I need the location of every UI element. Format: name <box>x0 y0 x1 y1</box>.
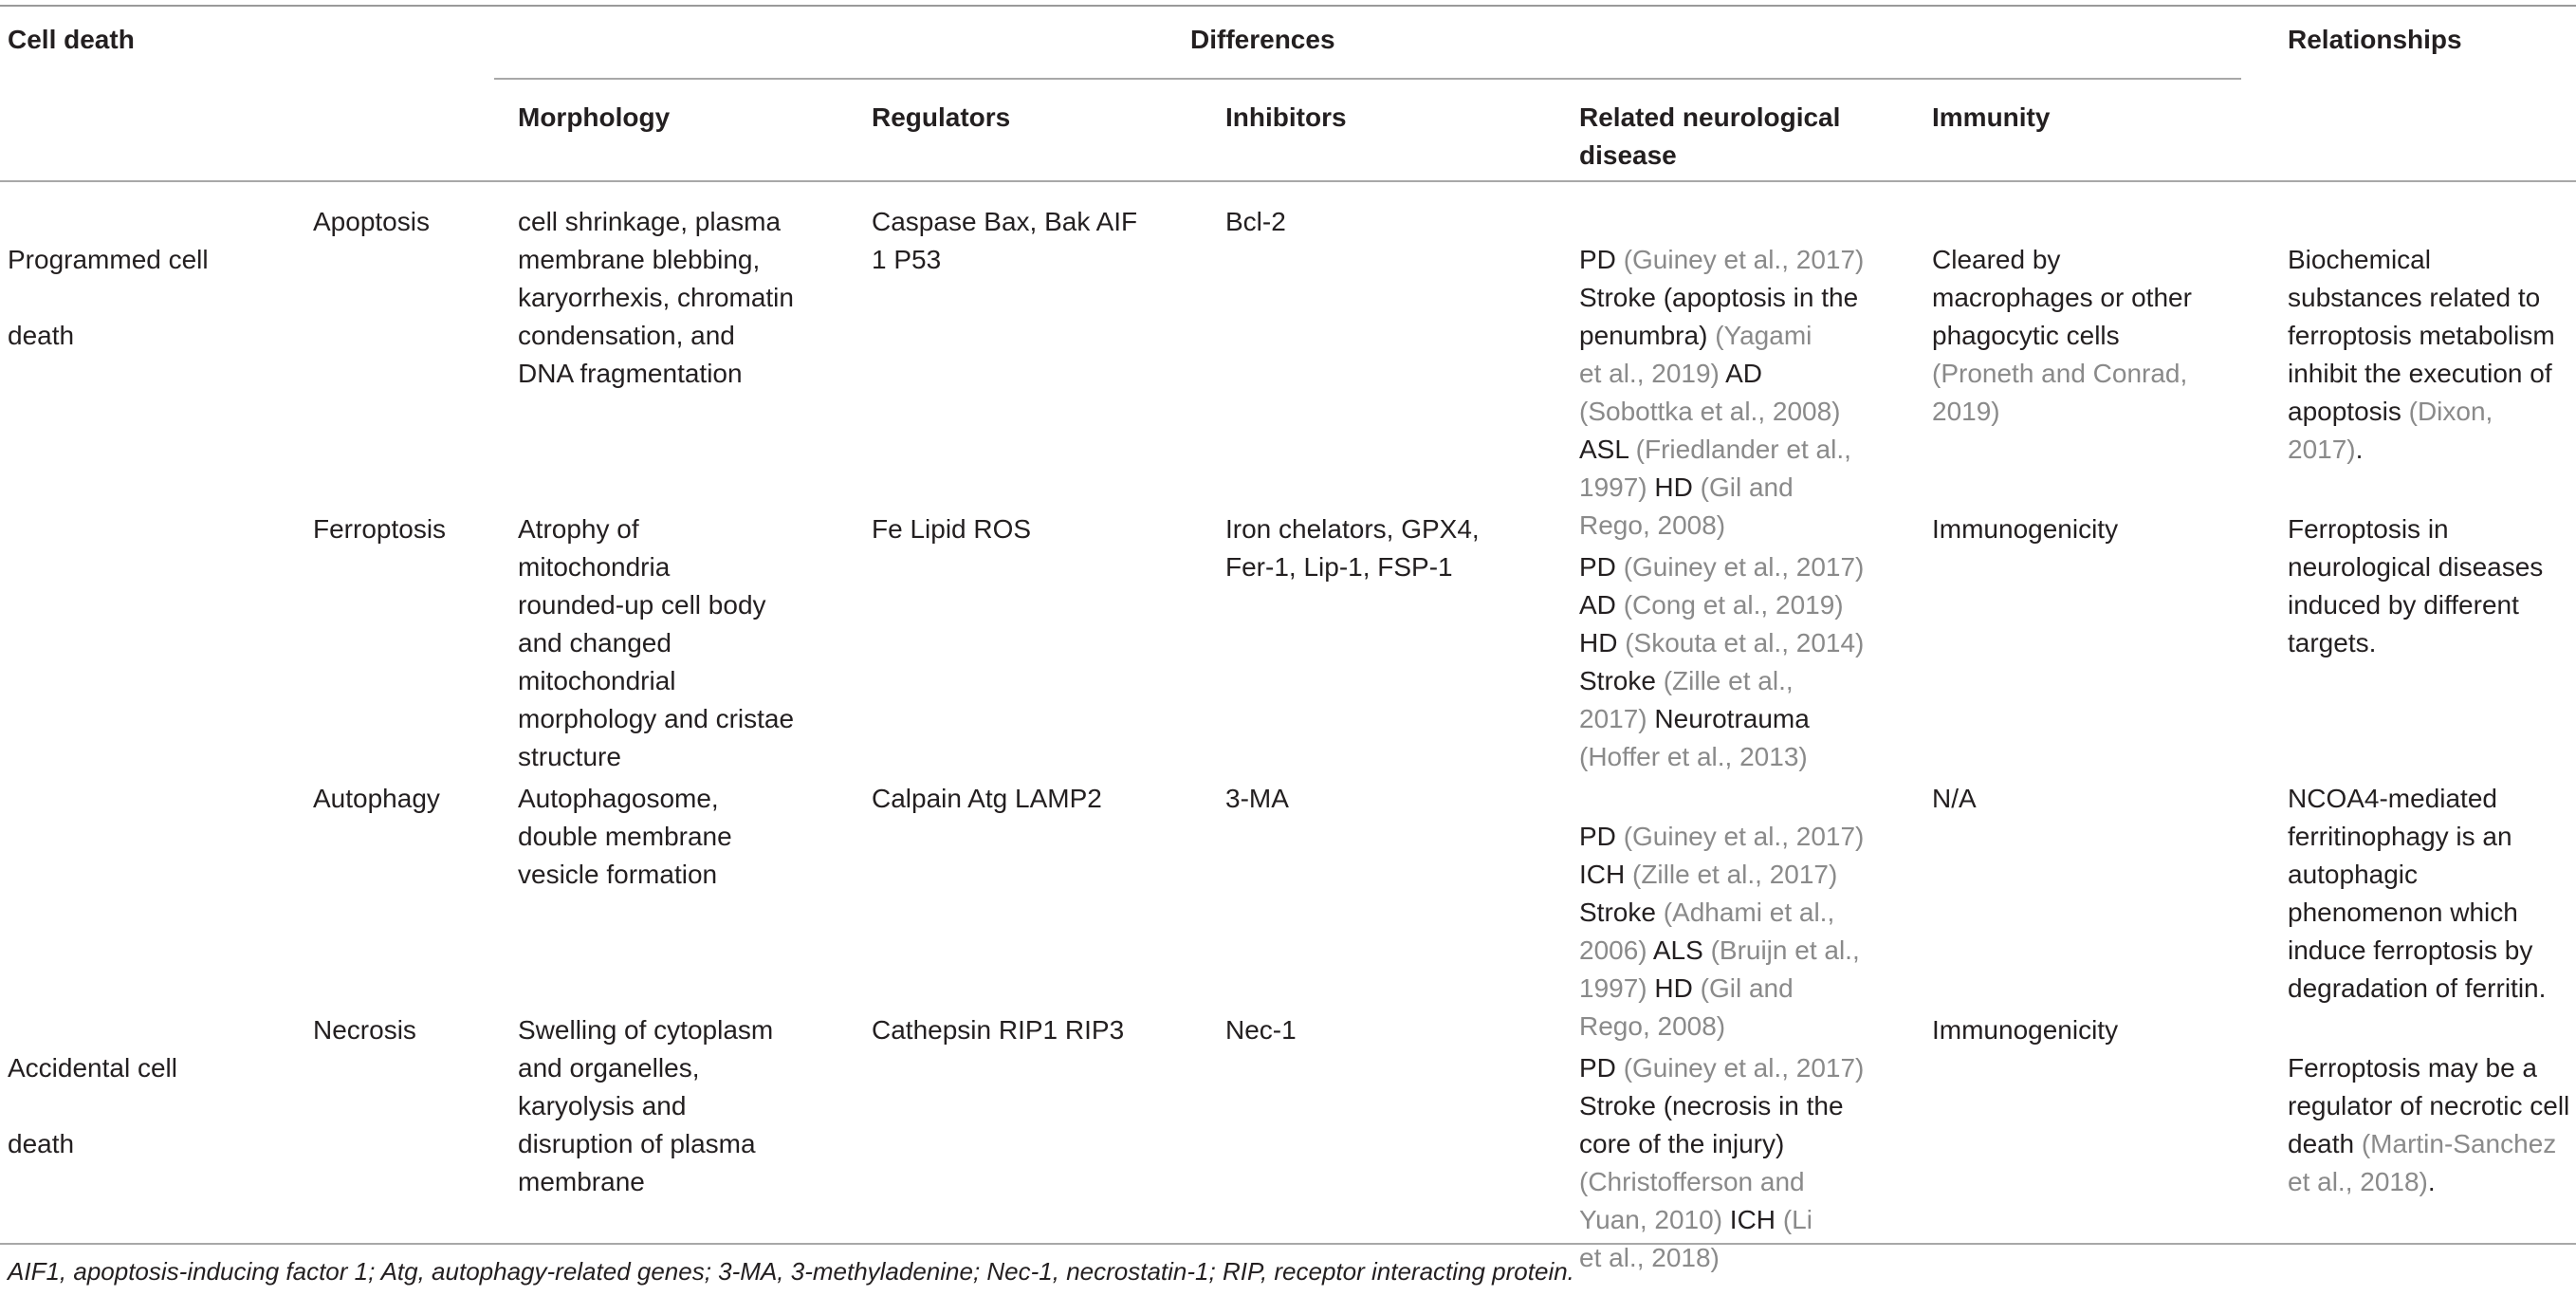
category-programmed-cell-death <box>8 203 209 393</box>
top-rule <box>0 5 2576 7</box>
category-line2: death <box>8 321 75 350</box>
table-bottom-rule <box>0 1243 2576 1245</box>
ferroptosis-morphology: Atrophy of mitochondria rounded-up cell body and changed mitochondrial morphology and cristae structure <box>518 514 795 771</box>
header-regulators: Regulators <box>872 102 1011 132</box>
citation-link[interactable]: (Christofferson and Yuan, 2010) <box>1579 1167 1805 1234</box>
text-run: ICH <box>1579 860 1626 889</box>
citation-link[interactable]: (Guiney et al., 2017) <box>1623 1053 1865 1083</box>
citation-link[interactable]: (Guiney et al., 2017) <box>1623 822 1865 851</box>
text-run: . <box>2355 435 2364 464</box>
citation-link[interactable]: (Zille et al., 2017) <box>1632 860 1838 889</box>
citation-link[interactable]: (Gil and Rego, 2008) <box>1579 973 1794 1041</box>
header-cell-death: Cell death <box>8 25 135 54</box>
table-footnote: AIF1, apoptosis-inducing factor 1; Atg, autophagy-related genes; 3-MA, 3-methyladenine; Nec-1, necrostatin-1; RIP, receptor interacting protein. <box>8 1257 1574 1286</box>
header-inhibitors: Inhibitors <box>1225 102 1347 132</box>
necrosis-disease <box>1579 1011 1864 1277</box>
category-line1: Programmed cell <box>8 245 209 274</box>
citation-link[interactable]: (Martin-Sanchez et al., 2018) <box>2288 1129 2557 1196</box>
necrosis-immunity: Immunogenicity <box>1932 1015 2119 1045</box>
apoptosis-morphology: cell shrinkage, plasma membrane blebbing, karyorrhexis, chromatin condensation, and DNA fragmentation <box>518 207 794 388</box>
citation-link[interactable]: (Cong et al., 2019) <box>1623 590 1844 620</box>
text-run: PD <box>1579 552 1624 582</box>
citation-link[interactable]: (Zille et al., 2017) <box>1579 666 1794 733</box>
category-line2: death <box>8 1129 75 1158</box>
type-necrosis: Necrosis <box>313 1015 416 1045</box>
category-line1: Accidental cell <box>8 1053 177 1083</box>
text-run: HD <box>1579 628 1618 657</box>
text-run: PD <box>1579 822 1624 851</box>
necrosis-relationships <box>2288 1011 2569 1201</box>
text-run: Stroke <box>1579 666 1656 695</box>
apoptosis-relationships <box>2288 203 2555 469</box>
autophagy-relationships: NCOA4-mediated ferritinophagy is an autophagic phenomenon which induce ferroptosis by degradation of ferritin. <box>2288 784 2547 1003</box>
header-morphology: Morphology <box>518 102 671 132</box>
text-run: . <box>2427 1167 2436 1196</box>
necrosis-regulators: Cathepsin RIP1 RIP3 <box>872 1015 1125 1045</box>
header-differences: Differences <box>1190 25 1335 54</box>
text-run: Ferroptosis may be a regulator of necrotic cell death <box>2288 1053 2570 1158</box>
citation-link[interactable]: (Adhami et al., 2006) <box>1579 898 1835 965</box>
citation-link[interactable]: (Gil and Rego, 2008) <box>1579 472 1794 540</box>
text-run: Stroke <box>1579 898 1656 927</box>
necrosis-morphology: Swelling of cytoplasm and organelles, karyolysis and disruption of plasma membrane <box>518 1015 774 1196</box>
citation-link[interactable]: (Skouta et al., 2014) <box>1625 628 1865 657</box>
autophagy-disease <box>1579 780 1864 1046</box>
text-run: Stroke (necrosis in the core of the injury) <box>1579 1091 1844 1158</box>
citation-link[interactable]: (Friedlander et al., 1997) <box>1579 435 1851 502</box>
autophagy-morphology: Autophagosome, double membrane vesicle formation <box>518 784 732 889</box>
text-run: ICH <box>1722 1205 1783 1234</box>
ferroptosis-inhibitors: Iron chelators, GPX4, Fer-1, Lip-1, FSP-1 <box>1225 514 1480 582</box>
header-disease <box>1579 99 1840 175</box>
citation-link[interactable]: (Bruijn et al., 1997) <box>1579 935 1860 1003</box>
text-run: ASL <box>1579 435 1628 464</box>
header-disease-line1: Related neurological <box>1579 102 1841 132</box>
text-run: PD <box>1579 1053 1624 1083</box>
autophagy-regulators: Calpain Atg LAMP2 <box>872 784 1102 813</box>
type-ferroptosis: Ferroptosis <box>313 514 447 544</box>
necrosis-inhibitors: Nec-1 <box>1225 1015 1297 1045</box>
citation-link[interactable]: (Sobottka et al., 2008) <box>1579 397 1841 426</box>
citation-link[interactable]: (Hoffer et al., 2013) <box>1579 742 1808 771</box>
differences-rule <box>494 78 2241 80</box>
apoptosis-regulators: Caspase Bax, Bak AIF 1 P53 <box>872 207 1138 274</box>
text-run: PD <box>1579 245 1624 274</box>
header-disease-line2: disease <box>1579 140 1677 170</box>
text-run: Cleared by macrophages or other phagocytic cells <box>1932 245 2192 350</box>
text-run: Neurotrauma <box>1654 704 1810 733</box>
apoptosis-inhibitors: Bcl-2 <box>1225 207 1286 236</box>
apoptosis-disease <box>1579 203 1864 545</box>
text-run: Stroke (apoptosis in the penumbra) <box>1579 283 1859 350</box>
category-accidental-cell-death <box>8 1011 177 1201</box>
type-apoptosis: Apoptosis <box>313 207 430 236</box>
ferroptosis-immunity: Immunogenicity <box>1932 514 2119 544</box>
citation-link[interactable]: (Dixon, 2017) <box>2288 397 2493 464</box>
ferroptosis-disease <box>1579 510 1864 776</box>
text-run: Biochemical substances related to ferroptosis metabolism inhibit the execution of apoptosis <box>2288 245 2555 426</box>
citation-link[interactable]: (Li et al., 2018) <box>1579 1205 1812 1272</box>
citation-link[interactable]: (Guiney et al., 2017) <box>1623 552 1865 582</box>
header-immunity: Immunity <box>1932 102 2051 132</box>
text-run: HD <box>1647 472 1701 502</box>
citation-link[interactable]: (Proneth and Conrad, 2019) <box>1932 359 2188 426</box>
type-autophagy: Autophagy <box>313 784 440 813</box>
text-run: AD <box>1725 359 1763 388</box>
header-relationships: Relationships <box>2288 25 2462 54</box>
text-run: ALS <box>1647 935 1711 965</box>
text-run: HD <box>1647 973 1701 1003</box>
text-run: AD <box>1579 590 1616 620</box>
ferroptosis-relationships: Ferroptosis in neurological diseases induced by different targets. <box>2288 514 2544 657</box>
citation-link[interactable]: (Guiney et al., 2017) <box>1623 245 1865 274</box>
autophagy-inhibitors: 3-MA <box>1225 784 1289 813</box>
apoptosis-immunity <box>1932 203 2192 431</box>
citation-link[interactable]: (Yagami et al., 2019) <box>1579 321 1812 388</box>
ferroptosis-regulators: Fe Lipid ROS <box>872 514 1032 544</box>
header-bottom-rule <box>0 180 2576 182</box>
autophagy-immunity: N/A <box>1932 784 1977 813</box>
